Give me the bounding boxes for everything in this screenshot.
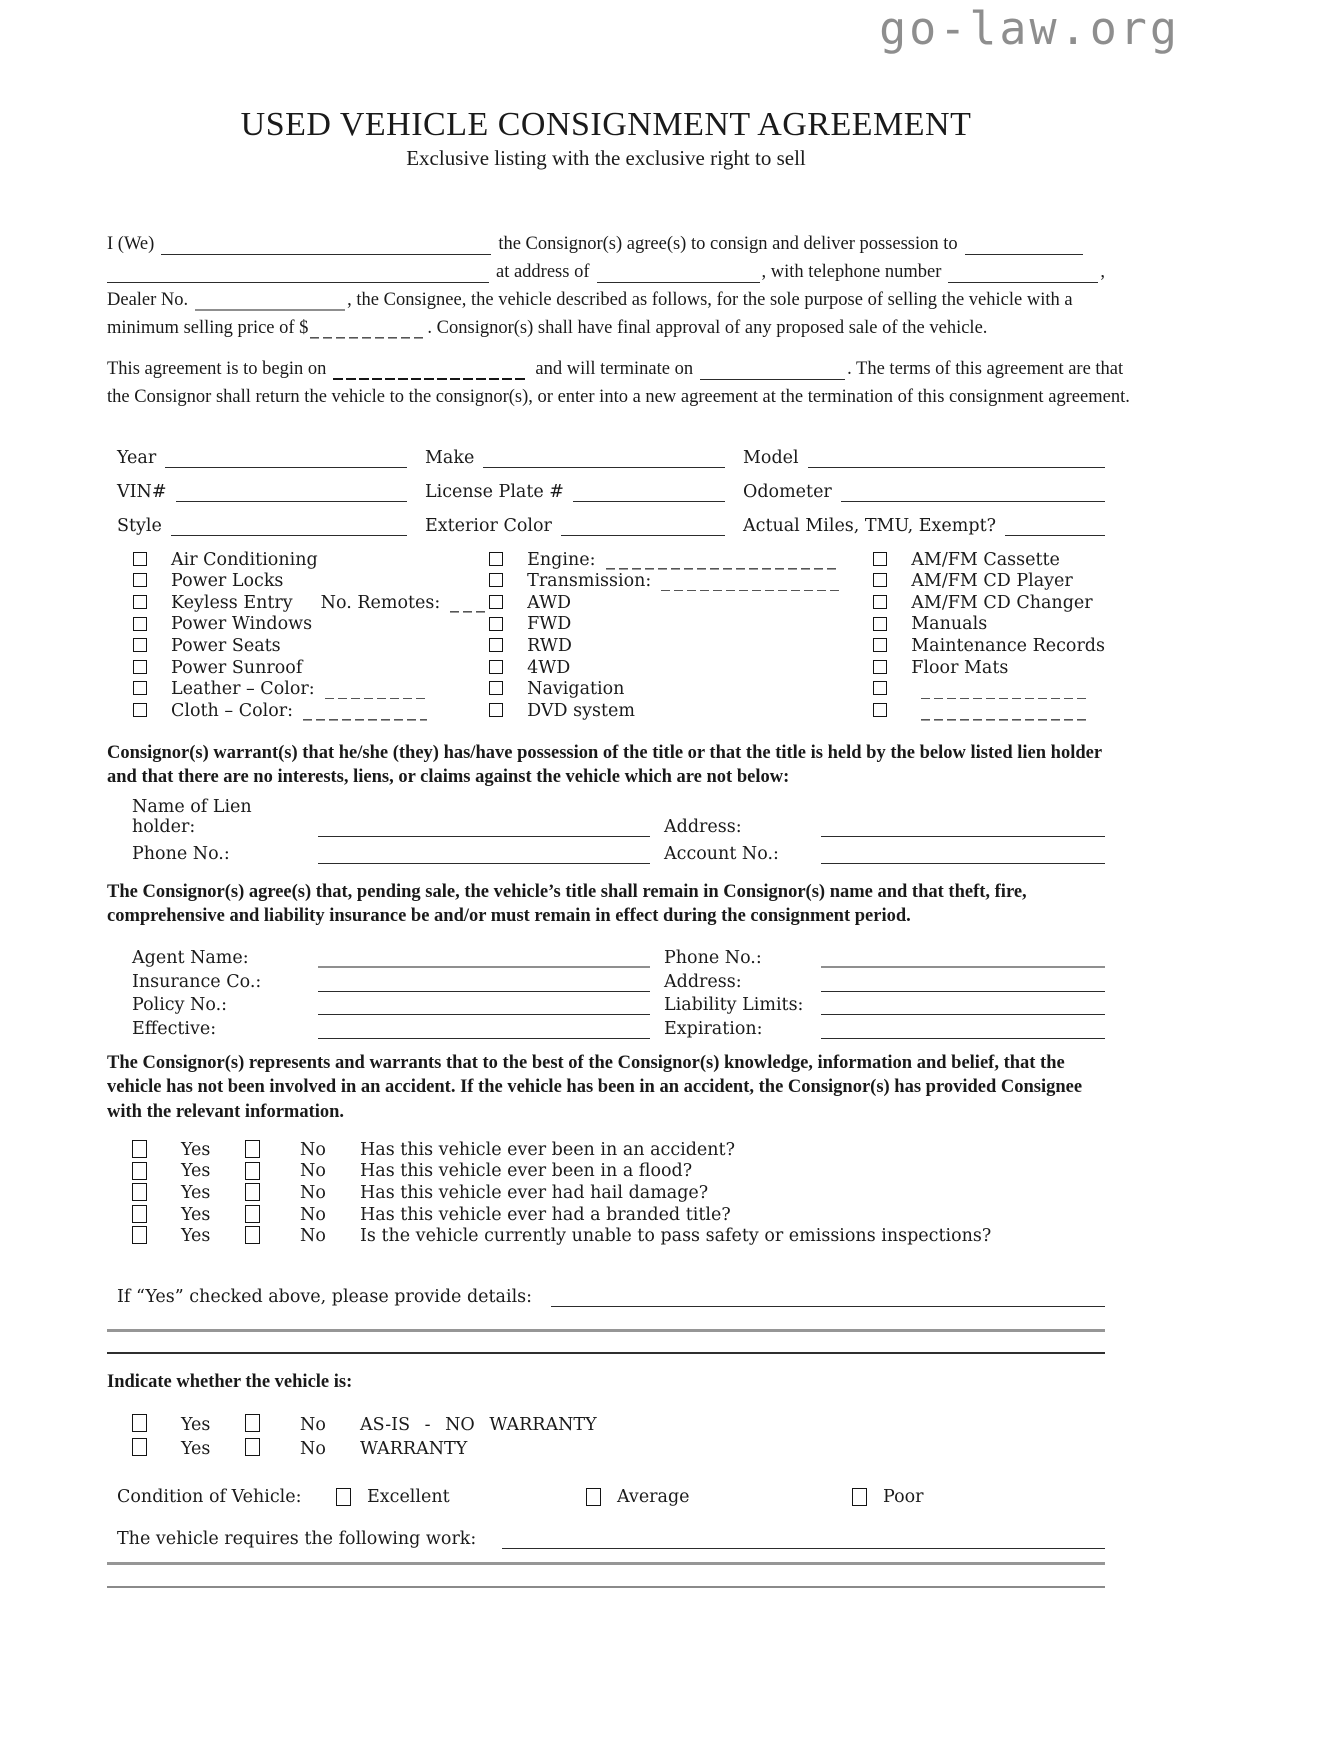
4wd-checkbox[interactable]	[489, 660, 503, 674]
effective-label: Effective:	[132, 1018, 217, 1039]
yes-label: Yes	[181, 1161, 211, 1182]
details-rule-2[interactable]	[107, 1352, 1105, 1354]
odometer-label: Odometer	[743, 482, 832, 502]
hail-no-checkbox[interactable]	[245, 1183, 260, 1201]
vehicle-row-2	[107, 475, 1105, 502]
policy-no-line[interactable]	[318, 1012, 650, 1015]
feature-dvd-system	[489, 699, 873, 721]
insurance-phone-line[interactable]	[821, 964, 1105, 968]
feature-label: Cloth – Color:	[171, 700, 294, 721]
feature-label: AM/FM CD Player	[911, 571, 1073, 592]
feature-manuals	[873, 613, 1105, 635]
intro-line-3	[107, 283, 1105, 311]
option-text: WARRANTY	[360, 1439, 468, 1460]
work-row	[107, 1522, 1105, 1549]
terminate-date-line[interactable]	[700, 377, 845, 380]
intro-line-4	[107, 311, 1105, 339]
condition-option: Poor	[883, 1487, 924, 1508]
make-label: Make	[425, 448, 475, 468]
intro-text: the Consignor(s) agree(s) to consign and deliver possession to	[498, 234, 958, 254]
accident-questions	[107, 1138, 1105, 1246]
question-branded-title	[107, 1203, 1105, 1225]
leather-color-line[interactable]	[325, 697, 428, 699]
address-line[interactable]	[597, 280, 760, 283]
term-line-2	[107, 380, 1130, 408]
transmission-line[interactable]	[661, 589, 839, 591]
dealer-no-line[interactable]	[195, 307, 345, 311]
model-label: Model	[743, 448, 799, 468]
remotes-label: No. Remotes:	[320, 592, 441, 613]
agent-name-label: Agent Name:	[132, 948, 249, 969]
accident-yes-checkbox[interactable]	[132, 1140, 147, 1158]
license-plate-line[interactable]	[573, 499, 725, 502]
feature-transmission	[489, 570, 873, 592]
custom-feature-2-checkbox[interactable]	[873, 703, 887, 717]
cloth-color-line[interactable]	[303, 719, 427, 721]
insurance-row-2	[107, 968, 1105, 992]
feature-maintenance-records	[873, 634, 1105, 656]
work-rule-2[interactable]	[107, 1586, 1105, 1588]
awd-checkbox[interactable]	[489, 595, 503, 609]
branded-title-no-checkbox[interactable]	[245, 1205, 260, 1223]
license-plate-label: License Plate #	[425, 482, 564, 502]
vin-label: VIN#	[117, 482, 167, 502]
feature-amfm-cd-changer	[873, 591, 1105, 613]
option-text: AS-IS - NO WARRANTY	[360, 1415, 597, 1436]
intro-text: , the Consignee, the vehicle described as follows, for the sole purpose of selling the vehicle with a	[347, 290, 1073, 310]
engine-checkbox[interactable]	[489, 552, 503, 566]
as-is-no-checkbox[interactable]	[245, 1414, 260, 1432]
condition-option: Average	[617, 1487, 690, 1508]
fwd-checkbox[interactable]	[489, 617, 503, 631]
details-row	[107, 1280, 1105, 1307]
insurance-address-label: Address:	[664, 971, 742, 992]
flood-no-checkbox[interactable]	[245, 1162, 260, 1180]
power-sunroof-checkbox[interactable]	[133, 660, 147, 674]
features-column-3	[873, 548, 1105, 721]
consignor-name-line[interactable]	[161, 252, 491, 255]
feature-awd	[489, 591, 873, 613]
lien-row-1	[107, 796, 1105, 837]
insurance-row-3	[107, 992, 1105, 1016]
minimum-price-line[interactable]	[310, 337, 425, 339]
air-conditioning-checkbox[interactable]	[133, 552, 147, 566]
actual-miles-label: Actual Miles, TMU, Exempt?	[743, 516, 996, 536]
details-label: If “Yes” checked above, please provide details:	[117, 1287, 533, 1308]
year-line[interactable]	[165, 465, 407, 468]
question-flood	[107, 1160, 1105, 1182]
feature-custom-2	[873, 699, 1105, 721]
site-logo: go-law.org	[879, 2, 1180, 55]
lien-address-label: Address:	[664, 816, 742, 837]
custom-feature-1-checkbox[interactable]	[873, 681, 887, 695]
feature-label: AWD	[527, 592, 572, 613]
feature-4wd	[489, 656, 873, 678]
condition-label: Condition of Vehicle:	[117, 1487, 302, 1508]
intro-text: , with telephone number	[761, 262, 942, 282]
power-seats-checkbox[interactable]	[133, 638, 147, 652]
work-rule-1[interactable]	[107, 1562, 1105, 1565]
no-label: No	[300, 1139, 326, 1160]
remotes-count-line[interactable]	[450, 611, 489, 613]
consignee-continuation-line[interactable]	[107, 280, 489, 283]
power-windows-checkbox[interactable]	[133, 617, 147, 631]
term-text: the Consignor shall return the vehicle to the consignor(s), or enter into a new agreement at the termination of this consignment agreement.	[107, 387, 1130, 407]
style-label: Style	[117, 516, 162, 536]
features-section	[107, 548, 1105, 721]
yes-label: Yes	[181, 1139, 211, 1160]
feature-label: Power Sunroof	[171, 657, 303, 678]
vehicle-row-1	[107, 441, 1105, 468]
average-checkbox[interactable]	[586, 1488, 601, 1506]
feature-power-sunroof	[133, 656, 489, 678]
feature-label: Maintenance Records	[911, 635, 1105, 656]
work-line[interactable]	[502, 1546, 1105, 1549]
intro-text: ,	[1100, 262, 1105, 282]
keyless-entry-checkbox[interactable]	[133, 595, 147, 609]
effective-line[interactable]	[318, 1036, 650, 1039]
feature-label: AM/FM Cassette	[911, 549, 1060, 570]
question-text: Has this vehicle ever been in an accident?	[360, 1139, 735, 1160]
lien-account-line[interactable]	[821, 861, 1105, 864]
cloth-checkbox[interactable]	[133, 703, 147, 717]
feature-label: Navigation	[527, 679, 625, 700]
insurance-phone-label: Phone No.:	[664, 948, 762, 969]
transmission-checkbox[interactable]	[489, 573, 503, 587]
feature-label: RWD	[527, 635, 572, 656]
intro-text: at address of	[496, 262, 590, 282]
feature-air-conditioning	[133, 548, 489, 570]
option-warranty	[107, 1435, 1105, 1459]
lien-phone-label: Phone No.:	[132, 843, 230, 864]
question-text: Has this vehicle ever been in a flood?	[360, 1161, 693, 1182]
warranty-heading: Indicate whether the vehicle is:	[107, 1372, 353, 1393]
term-paragraph	[107, 352, 1130, 408]
maintenance-records-checkbox[interactable]	[873, 638, 887, 652]
yes-label: Yes	[181, 1439, 211, 1460]
feature-label: Keyless Entry	[171, 592, 293, 613]
intro-text: I (We)	[107, 234, 155, 254]
feature-fwd	[489, 613, 873, 635]
vehicle-grid	[107, 441, 1105, 536]
insurance-row-1	[107, 945, 1105, 969]
amfm-cd-changer-checkbox[interactable]	[873, 595, 887, 609]
form-subtitle: Exclusive listing with the exclusive right to sell	[406, 146, 806, 170]
navigation-checkbox[interactable]	[489, 681, 503, 695]
lien-row-2	[107, 837, 1105, 864]
feature-label: Engine:	[527, 549, 596, 570]
feature-label: DVD system	[527, 700, 635, 721]
inspections-no-checkbox[interactable]	[245, 1226, 260, 1244]
term-line-1	[107, 352, 1124, 380]
work-label: The vehicle requires the following work:	[117, 1529, 477, 1550]
amfm-cd-player-checkbox[interactable]	[873, 573, 887, 587]
condition-option: Excellent	[367, 1487, 450, 1508]
consignment-form-page	[107, 0, 1180, 1588]
yes-label: Yes	[181, 1415, 211, 1436]
intro-line-2	[107, 255, 1105, 283]
no-label: No	[300, 1415, 326, 1436]
floor-mats-checkbox[interactable]	[873, 660, 887, 674]
feature-cloth	[133, 699, 489, 721]
insurance-co-label: Insurance Co.:	[132, 971, 262, 992]
model-line[interactable]	[808, 465, 1105, 468]
expiration-label: Expiration:	[664, 1018, 763, 1039]
feature-amfm-cd-player	[873, 570, 1105, 592]
question-text: Has this vehicle ever had a branded title?	[360, 1204, 731, 1225]
as-is-yes-checkbox[interactable]	[132, 1414, 147, 1432]
liability-limits-line[interactable]	[821, 1012, 1105, 1015]
intro-text: . Consignor(s) shall have final approval of any proposed sale of the vehicle.	[427, 318, 988, 338]
feature-label: Power Locks	[171, 571, 284, 592]
make-line[interactable]	[483, 465, 725, 468]
question-accident	[107, 1138, 1105, 1160]
amfm-cassette-checkbox[interactable]	[873, 552, 887, 566]
manuals-checkbox[interactable]	[873, 617, 887, 631]
features-column-2	[489, 548, 873, 721]
question-text: Has this vehicle ever had hail damage?	[360, 1183, 709, 1204]
details-rule-1[interactable]	[107, 1329, 1105, 1332]
consignee-line[interactable]	[965, 252, 1083, 255]
telephone-line[interactable]	[948, 280, 1098, 283]
warranty-options	[107, 1411, 1105, 1459]
feature-navigation	[489, 678, 873, 700]
features-column-1	[107, 548, 489, 721]
term-text: and will terminate on	[535, 359, 694, 379]
insurance-co-line[interactable]	[318, 989, 650, 992]
feature-power-seats	[133, 634, 489, 656]
style-line[interactable]	[171, 533, 407, 536]
odometer-line[interactable]	[841, 499, 1105, 502]
engine-line[interactable]	[606, 568, 840, 570]
feature-label: 4WD	[527, 657, 571, 678]
form-title: USED VEHICLE CONSIGNMENT AGREEMENT	[240, 106, 972, 143]
insurance-paragraph: The Consignor(s) agree(s) that, pending sale, the vehicle’s title shall remain in Consignor(s) name and that theft, fire, comprehensive and liability insurance be and/or must remain in effect during the consignment period.	[107, 881, 1027, 927]
feature-rwd	[489, 634, 873, 656]
lien-name-label: Name of Lien holder:	[132, 796, 252, 837]
no-label: No	[300, 1226, 326, 1247]
details-line[interactable]	[551, 1304, 1105, 1307]
yes-label: Yes	[181, 1204, 211, 1225]
liability-limits-label: Liability Limits:	[664, 995, 804, 1016]
vehicle-row-3	[107, 509, 1105, 536]
no-label: No	[300, 1161, 326, 1182]
inspections-yes-checkbox[interactable]	[132, 1226, 147, 1244]
yes-label: Yes	[181, 1183, 211, 1204]
intro-line-1	[107, 227, 1105, 255]
feature-power-locks	[133, 570, 489, 592]
no-label: No	[300, 1204, 326, 1225]
agent-name-line[interactable]	[318, 964, 650, 968]
lien-fields	[107, 796, 1105, 864]
feature-label: FWD	[527, 614, 572, 635]
feature-label: Power Seats	[171, 635, 281, 656]
feature-label: Manuals	[911, 614, 988, 635]
year-label: Year	[117, 448, 157, 468]
exterior-color-label: Exterior Color	[425, 516, 552, 536]
dvd-system-checkbox[interactable]	[489, 703, 503, 717]
option-as-is	[107, 1411, 1105, 1435]
lien-address-line[interactable]	[821, 834, 1105, 837]
actual-miles-line[interactable]	[1005, 533, 1105, 536]
extra-feature-line-1[interactable]	[921, 697, 1088, 699]
feature-label: Leather – Color:	[171, 679, 315, 700]
accident-no-checkbox[interactable]	[245, 1140, 260, 1158]
feature-label: Power Windows	[171, 614, 313, 635]
feature-power-windows	[133, 613, 489, 635]
insurance-fields	[107, 945, 1105, 1039]
leather-checkbox[interactable]	[133, 681, 147, 695]
excellent-checkbox[interactable]	[336, 1488, 351, 1506]
feature-label: Transmission:	[527, 571, 652, 592]
exterior-color-line[interactable]	[561, 533, 725, 536]
lien-name-line[interactable]	[318, 834, 650, 837]
question-hail-damage	[107, 1181, 1105, 1203]
intro-text: minimum selling price of $	[107, 318, 309, 338]
no-label: No	[300, 1183, 326, 1204]
accident-paragraph: The Consignor(s) represents and warrants that to the best of the Consignor(s) knowledge, information and belief, that the vehicle has not been involved in an accident. If the vehicle has been in an accident, the Consignor(s) has provided Consignee with the relevant information.	[107, 1052, 1083, 1122]
intro-text: Dealer No.	[107, 290, 189, 310]
no-label: No	[300, 1439, 326, 1460]
intro-paragraph	[107, 227, 1105, 339]
term-text: . The terms of this agreement are that	[847, 359, 1124, 379]
lien-phone-line[interactable]	[318, 861, 650, 864]
begin-date-line[interactable]	[333, 378, 528, 380]
feature-floor-mats	[873, 656, 1105, 678]
feature-label: Floor Mats	[911, 657, 1009, 678]
feature-engine	[489, 548, 873, 570]
warranty-yes-checkbox[interactable]	[132, 1438, 147, 1456]
question-inspections	[107, 1225, 1105, 1247]
feature-label: Air Conditioning	[171, 549, 318, 570]
feature-keyless-entry	[133, 591, 489, 613]
feature-label: AM/FM CD Changer	[911, 592, 1093, 613]
question-text: Is the vehicle currently unable to pass safety or emissions inspections?	[360, 1226, 992, 1247]
poor-checkbox[interactable]	[852, 1488, 867, 1506]
feature-leather	[133, 678, 489, 700]
rwd-checkbox[interactable]	[489, 638, 503, 652]
lien-warranty-paragraph: Consignor(s) warrant(s) that he/she (they) has/have possession of the title or that the title is held by the below listed lien holder and that there are no interests, liens, or claims against the vehicle which are not below:	[107, 742, 1102, 788]
term-text: This agreement is to begin on	[107, 359, 327, 379]
yes-label: Yes	[181, 1226, 211, 1247]
lien-account-label: Account No.:	[664, 843, 779, 864]
policy-no-label: Policy No.:	[132, 995, 228, 1016]
feature-custom-1	[873, 678, 1105, 700]
feature-amfm-cassette	[873, 548, 1105, 570]
extra-feature-line-2[interactable]	[921, 719, 1088, 721]
vin-line[interactable]	[176, 499, 407, 502]
insurance-row-4	[107, 1015, 1105, 1039]
insurance-address-line[interactable]	[821, 989, 1105, 992]
hail-yes-checkbox[interactable]	[132, 1183, 147, 1201]
power-locks-checkbox[interactable]	[133, 573, 147, 587]
warranty-no-checkbox[interactable]	[245, 1438, 260, 1456]
expiration-line[interactable]	[821, 1036, 1105, 1039]
condition-row	[107, 1485, 1105, 1509]
flood-yes-checkbox[interactable]	[132, 1162, 147, 1180]
branded-title-yes-checkbox[interactable]	[132, 1205, 147, 1223]
